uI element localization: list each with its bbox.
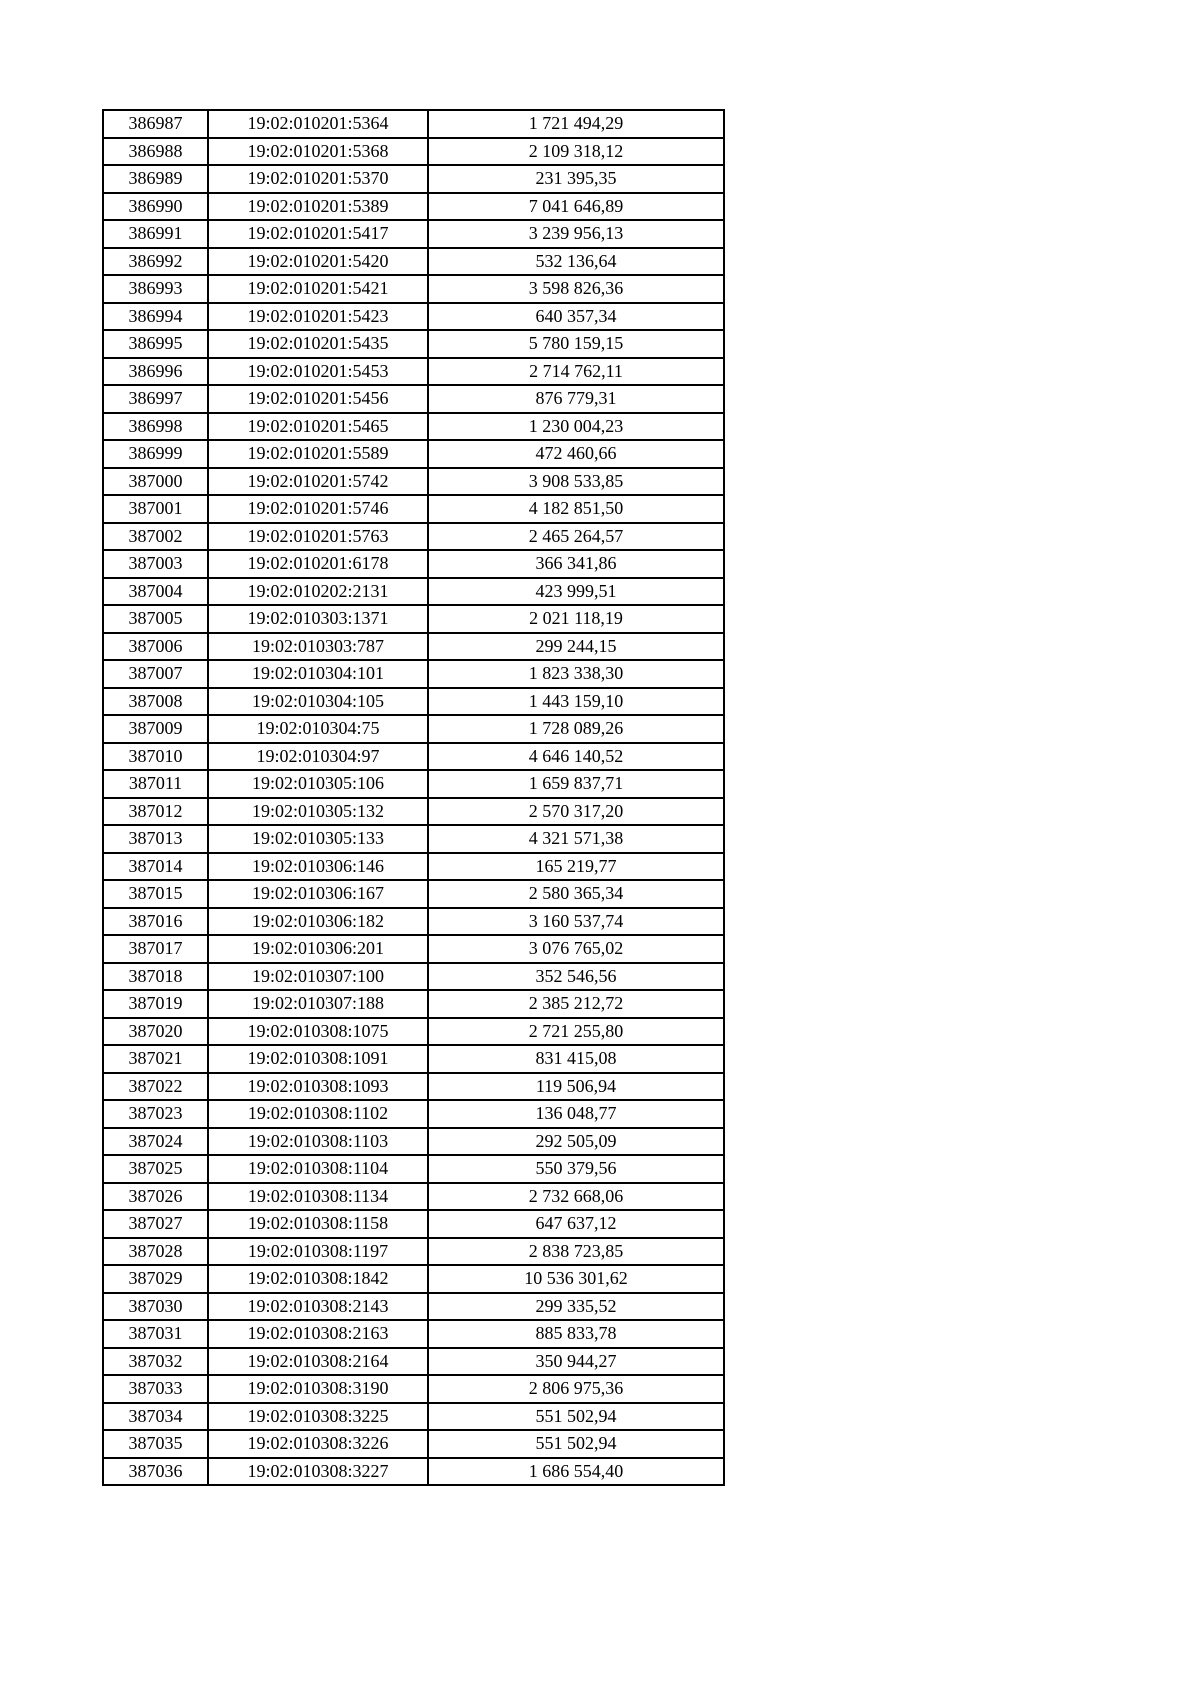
row-number-cell: 387000 (103, 468, 208, 496)
cadastral-value-cell: 2 721 255,80 (428, 1018, 724, 1046)
row-number-cell: 386999 (103, 440, 208, 468)
cadastral-value-cell: 165 219,77 (428, 853, 724, 881)
table-row (103, 935, 724, 963)
cadastral-value-cell: 5 780 159,15 (428, 330, 724, 358)
cadastral-number-cell: 19:02:010308:1104 (208, 1155, 428, 1183)
table-row (103, 880, 724, 908)
table-row (103, 1183, 724, 1211)
cadastral-value-cell: 3 160 537,74 (428, 908, 724, 936)
cadastral-number-cell: 19:02:010308:1158 (208, 1210, 428, 1238)
row-number-cell: 387001 (103, 495, 208, 523)
row-number-cell: 386998 (103, 413, 208, 441)
row-number-cell: 387010 (103, 743, 208, 771)
row-number-cell: 386987 (103, 110, 208, 138)
row-number-cell: 387030 (103, 1293, 208, 1321)
row-number-cell: 387024 (103, 1128, 208, 1156)
table-row (103, 413, 724, 441)
cadastral-number-cell: 19:02:010308:3190 (208, 1375, 428, 1403)
table-row (103, 798, 724, 826)
table-row (103, 358, 724, 386)
cadastral-number-cell: 19:02:010201:5370 (208, 165, 428, 193)
table-row (103, 715, 724, 743)
row-number-cell: 387020 (103, 1018, 208, 1046)
cadastral-value-cell: 1 659 837,71 (428, 770, 724, 798)
table-row (103, 825, 724, 853)
cadastral-number-cell: 19:02:010304:105 (208, 688, 428, 716)
cadastral-value-cell: 2 580 365,34 (428, 880, 724, 908)
row-number-cell: 387017 (103, 935, 208, 963)
row-number-cell: 387007 (103, 660, 208, 688)
cadastral-value-cell: 472 460,66 (428, 440, 724, 468)
cadastral-number-cell: 19:02:010201:5417 (208, 220, 428, 248)
table-row (103, 385, 724, 413)
table-row (103, 1458, 724, 1486)
table-row (103, 770, 724, 798)
row-number-cell: 386995 (103, 330, 208, 358)
cadastral-value-cell: 10 536 301,62 (428, 1265, 724, 1293)
row-number-cell: 387025 (103, 1155, 208, 1183)
cadastral-number-cell: 19:02:010305:132 (208, 798, 428, 826)
table-row (103, 1210, 724, 1238)
cadastral-value-cell: 532 136,64 (428, 248, 724, 276)
cadastral-value-cell: 647 637,12 (428, 1210, 724, 1238)
cadastral-number-cell: 19:02:010306:182 (208, 908, 428, 936)
row-number-cell: 386997 (103, 385, 208, 413)
table-row (103, 1348, 724, 1376)
cadastral-value-cell: 2 714 762,11 (428, 358, 724, 386)
cadastral-number-cell: 19:02:010308:3225 (208, 1403, 428, 1431)
cadastral-number-cell: 19:02:010304:101 (208, 660, 428, 688)
row-number-cell: 387005 (103, 605, 208, 633)
cadastral-number-cell: 19:02:010201:5435 (208, 330, 428, 358)
table-row (103, 550, 724, 578)
row-number-cell: 387023 (103, 1100, 208, 1128)
cadastral-value-cell: 885 833,78 (428, 1320, 724, 1348)
cadastral-number-cell: 19:02:010306:146 (208, 853, 428, 881)
row-number-cell: 387006 (103, 633, 208, 661)
table-row (103, 193, 724, 221)
row-number-cell: 387029 (103, 1265, 208, 1293)
cadastral-value-cell: 2 109 318,12 (428, 138, 724, 166)
cadastral-value-cell: 1 728 089,26 (428, 715, 724, 743)
cadastral-number-cell: 19:02:010303:1371 (208, 605, 428, 633)
row-number-cell: 387004 (103, 578, 208, 606)
cadastral-value-cell: 4 321 571,38 (428, 825, 724, 853)
cadastral-value-cell: 3 598 826,36 (428, 275, 724, 303)
table-row (103, 578, 724, 606)
row-number-cell: 387032 (103, 1348, 208, 1376)
row-number-cell: 387019 (103, 990, 208, 1018)
cadastral-value-cell: 2 838 723,85 (428, 1238, 724, 1266)
row-number-cell: 387016 (103, 908, 208, 936)
cadastral-number-cell: 19:02:010201:5465 (208, 413, 428, 441)
table-row (103, 1155, 724, 1183)
table-row (103, 1293, 724, 1321)
cadastral-number-cell: 19:02:010201:5742 (208, 468, 428, 496)
cadastral-value-cell: 3 239 956,13 (428, 220, 724, 248)
row-number-cell: 386989 (103, 165, 208, 193)
table-row (103, 275, 724, 303)
table-row (103, 468, 724, 496)
cadastral-number-cell: 19:02:010307:100 (208, 963, 428, 991)
table-row (103, 688, 724, 716)
table-row (103, 605, 724, 633)
cadastral-value-cell: 1 721 494,29 (428, 110, 724, 138)
cadastral-value-cell: 136 048,77 (428, 1100, 724, 1128)
row-number-cell: 387003 (103, 550, 208, 578)
row-number-cell: 386996 (103, 358, 208, 386)
cadastral-number-cell: 19:02:010202:2131 (208, 578, 428, 606)
cadastral-number-cell: 19:02:010306:167 (208, 880, 428, 908)
cadastral-number-cell: 19:02:010303:787 (208, 633, 428, 661)
cadastral-number-cell: 19:02:010305:133 (208, 825, 428, 853)
cadastral-number-cell: 19:02:010308:1197 (208, 1238, 428, 1266)
table-row (103, 743, 724, 771)
table-row (103, 303, 724, 331)
cadastral-number-cell: 19:02:010201:5421 (208, 275, 428, 303)
table-row (103, 1265, 724, 1293)
table-row (103, 1375, 724, 1403)
row-number-cell: 387035 (103, 1430, 208, 1458)
cadastral-number-cell: 19:02:010201:5746 (208, 495, 428, 523)
cadastral-value-cell: 1 230 004,23 (428, 413, 724, 441)
cadastral-value-cell: 366 341,86 (428, 550, 724, 578)
cadastral-value-cell: 551 502,94 (428, 1403, 724, 1431)
cadastral-number-cell: 19:02:010308:1102 (208, 1100, 428, 1128)
table-row (103, 1100, 724, 1128)
cadastral-value-table (102, 109, 725, 1486)
row-number-cell: 387031 (103, 1320, 208, 1348)
table-row (103, 1320, 724, 1348)
row-number-cell: 386988 (103, 138, 208, 166)
cadastral-value-cell: 3 908 533,85 (428, 468, 724, 496)
table-row (103, 220, 724, 248)
row-number-cell: 387014 (103, 853, 208, 881)
row-number-cell: 387008 (103, 688, 208, 716)
row-number-cell: 387028 (103, 1238, 208, 1266)
cadastral-value-cell: 1 823 338,30 (428, 660, 724, 688)
table-row (103, 908, 724, 936)
table-row (103, 440, 724, 468)
cadastral-value-cell: 2 806 975,36 (428, 1375, 724, 1403)
cadastral-value-cell: 292 505,09 (428, 1128, 724, 1156)
cadastral-value-cell: 4 182 851,50 (428, 495, 724, 523)
cadastral-number-cell: 19:02:010308:3226 (208, 1430, 428, 1458)
cadastral-number-cell: 19:02:010201:5456 (208, 385, 428, 413)
cadastral-number-cell: 19:02:010308:1093 (208, 1073, 428, 1101)
cadastral-number-cell: 19:02:010201:5589 (208, 440, 428, 468)
cadastral-number-cell: 19:02:010304:97 (208, 743, 428, 771)
cadastral-value-cell: 831 415,08 (428, 1045, 724, 1073)
table-row (103, 660, 724, 688)
row-number-cell: 386991 (103, 220, 208, 248)
table-row (103, 1403, 724, 1431)
cadastral-value-cell: 231 395,35 (428, 165, 724, 193)
cadastral-value-cell: 4 646 140,52 (428, 743, 724, 771)
table-row (103, 138, 724, 166)
row-number-cell: 386993 (103, 275, 208, 303)
cadastral-value-cell: 3 076 765,02 (428, 935, 724, 963)
table-row (103, 1128, 724, 1156)
cadastral-value-cell: 876 779,31 (428, 385, 724, 413)
cadastral-value-cell: 2 021 118,19 (428, 605, 724, 633)
row-number-cell: 387009 (103, 715, 208, 743)
row-number-cell: 387027 (103, 1210, 208, 1238)
table-row (103, 633, 724, 661)
row-number-cell: 387012 (103, 798, 208, 826)
table-row (103, 963, 724, 991)
cadastral-number-cell: 19:02:010308:2164 (208, 1348, 428, 1376)
cadastral-value-cell: 550 379,56 (428, 1155, 724, 1183)
table-row (103, 1045, 724, 1073)
row-number-cell: 387021 (103, 1045, 208, 1073)
row-number-cell: 387026 (103, 1183, 208, 1211)
cadastral-number-cell: 19:02:010201:5420 (208, 248, 428, 276)
cadastral-number-cell: 19:02:010308:1091 (208, 1045, 428, 1073)
cadastral-number-cell: 19:02:010307:188 (208, 990, 428, 1018)
row-number-cell: 387034 (103, 1403, 208, 1431)
cadastral-value-cell: 1 443 159,10 (428, 688, 724, 716)
cadastral-value-cell: 640 357,34 (428, 303, 724, 331)
cadastral-number-cell: 19:02:010201:5453 (208, 358, 428, 386)
cadastral-number-cell: 19:02:010308:3227 (208, 1458, 428, 1486)
cadastral-value-cell: 350 944,27 (428, 1348, 724, 1376)
cadastral-number-cell: 19:02:010201:6178 (208, 550, 428, 578)
cadastral-value-cell: 7 041 646,89 (428, 193, 724, 221)
cadastral-number-cell: 19:02:010308:2143 (208, 1293, 428, 1321)
row-number-cell: 387013 (103, 825, 208, 853)
row-number-cell: 386990 (103, 193, 208, 221)
table-row (103, 1073, 724, 1101)
table-row (103, 990, 724, 1018)
cadastral-value-cell: 2 385 212,72 (428, 990, 724, 1018)
cadastral-number-cell: 19:02:010305:106 (208, 770, 428, 798)
row-number-cell: 387011 (103, 770, 208, 798)
cadastral-value-cell: 2 570 317,20 (428, 798, 724, 826)
cadastral-value-cell: 2 732 668,06 (428, 1183, 724, 1211)
row-number-cell: 386994 (103, 303, 208, 331)
table-row (103, 110, 724, 138)
cadastral-value-cell: 1 686 554,40 (428, 1458, 724, 1486)
cadastral-number-cell: 19:02:010201:5763 (208, 523, 428, 551)
row-number-cell: 387018 (103, 963, 208, 991)
cadastral-value-cell: 299 244,15 (428, 633, 724, 661)
cadastral-number-cell: 19:02:010201:5368 (208, 138, 428, 166)
table-row (103, 853, 724, 881)
row-number-cell: 386992 (103, 248, 208, 276)
table-row (103, 523, 724, 551)
table-row (103, 495, 724, 523)
cadastral-number-cell: 19:02:010304:75 (208, 715, 428, 743)
cadastral-number-cell: 19:02:010306:201 (208, 935, 428, 963)
cadastral-value-cell: 299 335,52 (428, 1293, 724, 1321)
table-row (103, 330, 724, 358)
cadastral-number-cell: 19:02:010308:2163 (208, 1320, 428, 1348)
cadastral-number-cell: 19:02:010201:5389 (208, 193, 428, 221)
cadastral-number-cell: 19:02:010201:5364 (208, 110, 428, 138)
table-body (103, 110, 724, 1485)
cadastral-value-cell: 423 999,51 (428, 578, 724, 606)
table-row (103, 1018, 724, 1046)
cadastral-number-cell: 19:02:010201:5423 (208, 303, 428, 331)
cadastral-number-cell: 19:02:010308:1075 (208, 1018, 428, 1046)
row-number-cell: 387033 (103, 1375, 208, 1403)
table-row (103, 248, 724, 276)
row-number-cell: 387022 (103, 1073, 208, 1101)
cadastral-value-cell: 2 465 264,57 (428, 523, 724, 551)
cadastral-number-cell: 19:02:010308:1134 (208, 1183, 428, 1211)
row-number-cell: 387036 (103, 1458, 208, 1486)
row-number-cell: 387002 (103, 523, 208, 551)
cadastral-value-cell: 119 506,94 (428, 1073, 724, 1101)
cadastral-number-cell: 19:02:010308:1842 (208, 1265, 428, 1293)
table-row (103, 1430, 724, 1458)
cadastral-value-cell: 352 546,56 (428, 963, 724, 991)
cadastral-value-cell: 551 502,94 (428, 1430, 724, 1458)
table-row (103, 1238, 724, 1266)
cadastral-number-cell: 19:02:010308:1103 (208, 1128, 428, 1156)
table-row (103, 165, 724, 193)
row-number-cell: 387015 (103, 880, 208, 908)
